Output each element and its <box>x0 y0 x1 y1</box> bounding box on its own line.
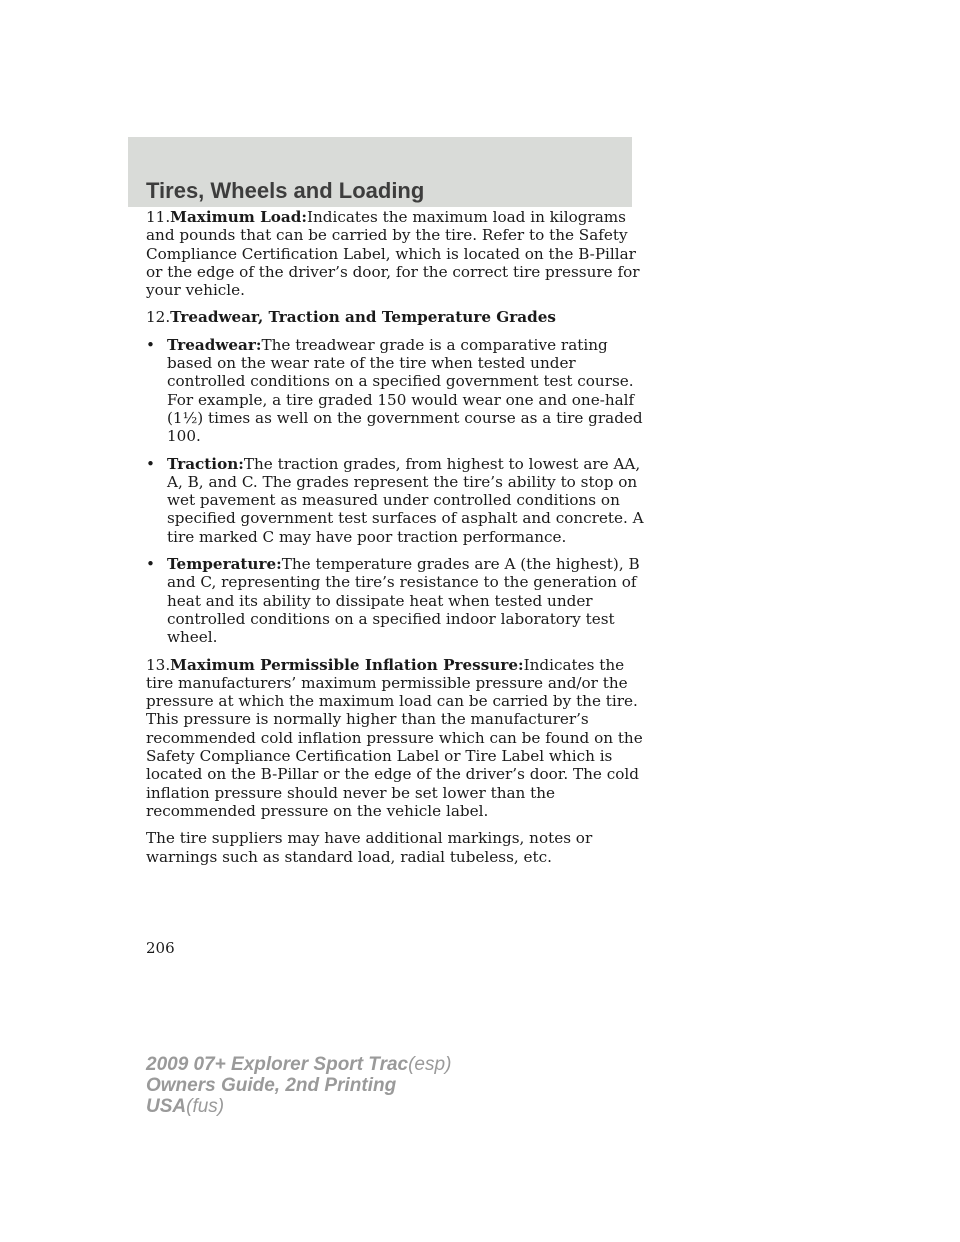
footer-guide: Owners Guide, 2nd Printing <box>146 1075 397 1096</box>
footer-market-code: (fus) <box>186 1096 225 1117</box>
item-13-number: 13. <box>146 655 171 674</box>
item-11 <box>146 208 646 299</box>
footer-market: USA <box>146 1096 187 1117</box>
bullet-text: The treadwear grade is a comparative rating based on the wear rate of the tire when tested under controlled conditions on a specified government test course. For example, a tire graded 150 would wear one and one-half (1½) times as well on the government course as a tire graded 100. <box>167 335 643 446</box>
page-content <box>146 208 646 875</box>
bullet-icon: • <box>146 454 155 473</box>
bullet-temperature <box>146 555 646 646</box>
bullet-heading: Temperature: <box>167 555 282 574</box>
document-footer <box>146 1054 451 1117</box>
footer-line-3 <box>146 1096 451 1117</box>
bullet-heading: Treadwear: <box>167 335 262 354</box>
page-number: 206 <box>146 939 175 957</box>
item-12 <box>146 308 646 326</box>
item-13 <box>146 656 646 821</box>
item-13-text: Indicates the tire manufacturers’ maximum permissible pressure and/or the pressure at which the maximum load can be carried by the tire. This pressure is normally higher than the manufacturer’s recommended cold inflation pressure which can be found on the Safety Compliance Certification Label or Tire Label which is located on the B-Pillar or the edge of the driver’s door. The cold inflation pressure should never be set lower than the recommended pressure on the vehicle label. <box>146 655 643 820</box>
bullet-heading: Traction: <box>167 454 244 473</box>
item-13-heading: Maximum Permissible Inflation Pressure: <box>170 655 524 674</box>
bullet-text: The traction grades, from highest to lowest are AA, A, B, and C. The grades represent the tire’s ability to stop on wet pavement as measured under controlled conditions on specified government test surfaces of asphalt and concrete. A tire marked C may have poor traction performance. <box>167 454 644 546</box>
bullet-traction <box>146 455 646 546</box>
item-11-heading: Maximum Load: <box>170 208 307 226</box>
footer-model-code: (esp) <box>408 1054 452 1075</box>
section-title: Tires, Wheels and Loading <box>146 178 425 203</box>
item-12-number: 12. <box>146 308 171 327</box>
footer-line-1 <box>146 1054 451 1075</box>
item-12-heading: Treadwear, Traction and Temperature Grades <box>170 308 556 327</box>
bullet-text: The temperature grades are A (the highest), B and C, representing the tire’s resistance to the generation of heat and its ability to dissipate heat when tested under controlled conditions on a specified indoor laboratory test wheel. <box>167 555 640 647</box>
closing-paragraph: The tire suppliers may have additional markings, notes or warnings such as standard load, radial tubeless, etc. <box>146 829 593 866</box>
footer-model: 2009 07+ Explorer Sport Trac <box>146 1054 409 1075</box>
item-11-text: Indicates the maximum load in kilograms and pounds that can be carried by the tire. Refer to the Safety Compliance Certification Label, which is located on the B-Pillar or the edge of the driver’s door, for the correct tire pressure for your vehicle. <box>146 208 640 300</box>
footer-line-2 <box>146 1075 451 1096</box>
bullet-icon: • <box>146 555 155 574</box>
bullet-treadwear <box>146 336 646 446</box>
bullet-icon: • <box>146 335 155 354</box>
item-11-number: 11. <box>146 208 171 226</box>
